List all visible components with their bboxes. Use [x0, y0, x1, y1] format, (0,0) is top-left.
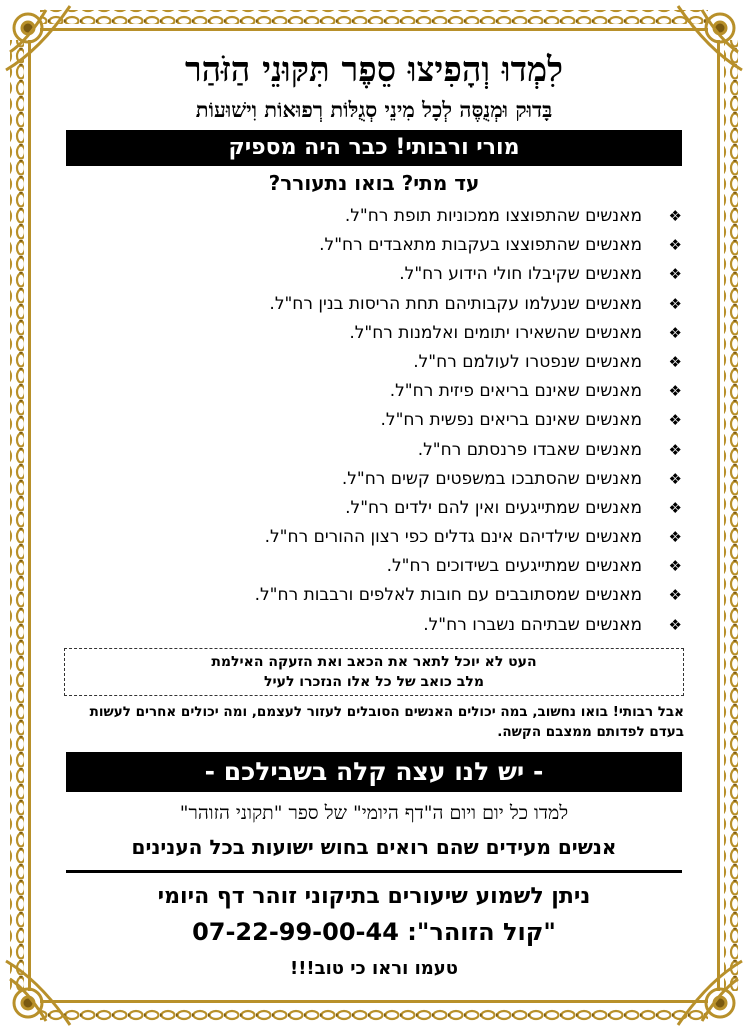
list-item-text: מאנשים שהסתבכו במשפטים קשים רח"ל. — [341, 468, 642, 489]
list-item-text: מאנשים שאינם בריאים נפשית רח"ל. — [380, 410, 642, 431]
diamond-bullet-icon: ❖ — [668, 586, 682, 605]
flyer-subtitle: בָּדוּק וּמְנֻסֶּה לְכָל מִינֵי סְגֻלּוֹת רְפוּאוֹת וִישׁוּעוֹת — [195, 97, 553, 122]
list-item-text: מאנשים שמסתובבים עם חובות לאלפים ורבבות רח"ל. — [254, 585, 642, 606]
quote-line-1: העט לא יוכל לתאר את הכאב ואת הזעקה האילמת — [211, 653, 537, 670]
list-item — [60, 436, 688, 465]
diamond-bullet-icon: ❖ — [668, 440, 682, 459]
banner-easy-advice: - יש לנו עצה קלה בשבילכם - — [66, 752, 682, 792]
list-item — [60, 231, 688, 260]
question-until-when: עד מתי? בואו נתעורר? — [268, 171, 480, 195]
list-item-text: מאנשים שמתייגעים ואין להם ילדים רח"ל. — [345, 497, 642, 518]
testimony-line: אנשים מעידים שהם רואים בחוש ישועות בכל הענינים — [131, 834, 617, 859]
study-daily-line: למדו כל יום ויום ה"דף היומי" של ספר "תקוני הזוהר" — [179, 801, 569, 824]
listen-lessons-line: ניתן לשמוע שיעורים בתיקוני זוהר דף היומי — [157, 883, 591, 909]
diamond-bullet-icon: ❖ — [668, 382, 682, 401]
diamond-bullet-icon: ❖ — [668, 498, 682, 517]
diamond-bullet-icon: ❖ — [668, 236, 682, 255]
diamond-bullet-icon: ❖ — [668, 615, 682, 634]
diamond-bullet-icon: ❖ — [668, 294, 682, 313]
diamond-bullet-icon: ❖ — [668, 411, 682, 430]
list-item — [60, 552, 688, 581]
quote-line-2: מלב כואב של כל אלו הנזכרו לעיל — [264, 673, 484, 690]
list-item-text: מאנשים שנעלמו עקבותיהם תחת הריסות בנין רח"ל. — [269, 293, 642, 314]
diamond-bullet-icon: ❖ — [668, 469, 682, 488]
list-item-text: מאנשים שהתפוצצו בעקבות מתאבדים רח"ל. — [319, 235, 642, 256]
list-item — [60, 202, 688, 231]
dashed-quote-box — [64, 648, 684, 696]
divider — [66, 870, 682, 873]
phone-number-line: "קול הזוהר": 07-22-99-00-44 — [192, 917, 556, 946]
list-item — [60, 494, 688, 523]
diamond-bullet-icon: ❖ — [668, 352, 682, 371]
list-item — [60, 377, 688, 406]
list-item — [60, 611, 688, 640]
diamond-bullet-icon: ❖ — [668, 207, 682, 225]
list-item — [60, 465, 688, 494]
banner-enough-already: מורי ורבותי! כבר היה מספיק — [66, 130, 682, 166]
suffering-list — [60, 202, 688, 640]
flyer-title: לִמְדוּ וְהָפִיצוּ סֵפֶר תִּקּוּנֵי הַזֹּהַר — [184, 50, 564, 90]
list-item-text: מאנשים שהתפוצצו ממכוניות תופת רח"ל. — [344, 206, 642, 226]
list-item — [60, 290, 688, 319]
list-item-text: מאנשים שנפטרו לעולמם רח"ל. — [413, 351, 642, 372]
list-item — [60, 406, 688, 435]
list-item — [60, 581, 688, 610]
list-item-text: מאנשים שהשאירו יתומים ואלמנות רח"ל. — [349, 322, 642, 343]
list-item-text: מאנשים שאבדו פרנסתם רח"ל. — [417, 439, 642, 460]
closing-line: טעמו וראו כי טוב!!! — [289, 957, 459, 979]
list-item-text: מאנשים שאינם בריאים פיזית רח"ל. — [389, 381, 642, 402]
list-item — [60, 348, 688, 377]
list-item-text: מאנשים שילדיהם אינם גדלים כפי רצון ההורים רח"ל. — [264, 527, 642, 548]
list-item — [60, 260, 688, 289]
list-item — [60, 319, 688, 348]
list-item-text: מאנשים שמתייגעים בשידוכים רח"ל. — [386, 556, 642, 577]
diamond-bullet-icon: ❖ — [668, 323, 682, 342]
list-item — [60, 523, 688, 552]
flyer-content — [60, 48, 688, 983]
list-item-text: מאנשים שקיבלו חולי הידוע רח"ל. — [399, 264, 642, 285]
list-item-text: מאנשים שבתיהם נשברו רח"ל. — [423, 614, 642, 635]
diamond-bullet-icon: ❖ — [668, 528, 682, 547]
diamond-bullet-icon: ❖ — [668, 557, 682, 576]
call-to-think-paragraph: אבל רבותי! בואו נחשוב, במה יכולים האנשים הסובלים לעזור לעצמם, ומה יכולים אחרים לעשות בעדם לפדותם ממצבם הקשה. — [89, 703, 684, 740]
diamond-bullet-icon: ❖ — [668, 265, 682, 284]
